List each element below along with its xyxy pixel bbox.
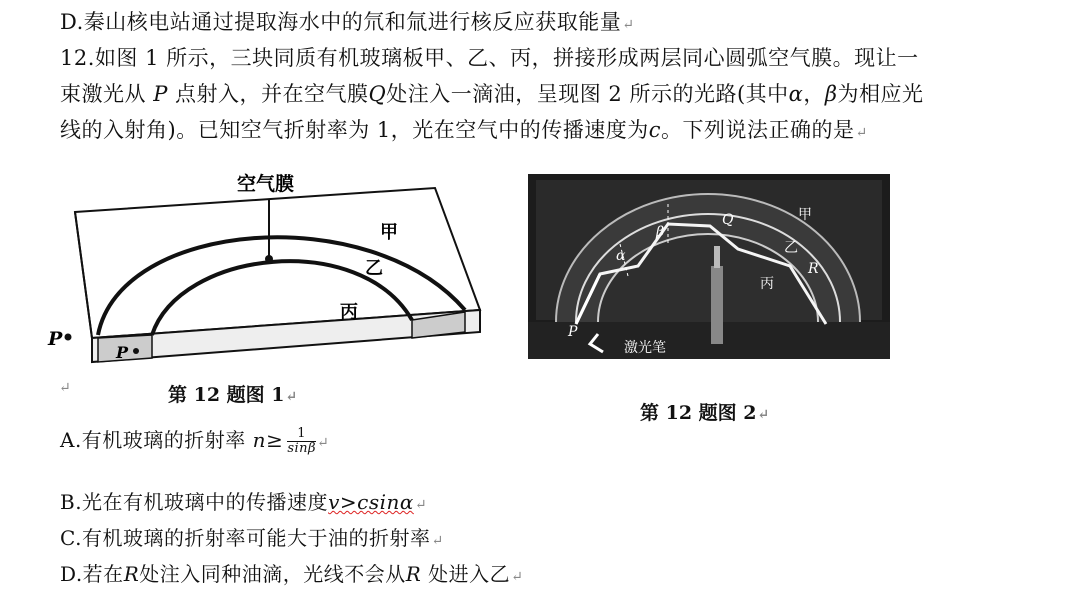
question-12-line-2 [60, 78, 923, 108]
var-n: n [252, 428, 267, 452]
option-c-text: C.有机玻璃的折射率可能大于油的折射率 [60, 526, 431, 550]
var-r: R [123, 562, 140, 586]
return-mark: ↵ [317, 435, 330, 451]
return-mark: ↵ [431, 533, 444, 549]
q12-text-i: 为相应光 [837, 82, 924, 106]
label-yi: 乙 [365, 258, 383, 279]
option-d-text-1: D.若在 [60, 562, 124, 586]
return-mark: ↵ [757, 407, 770, 423]
var-r: R [405, 562, 422, 586]
label-p-inner: P [116, 343, 129, 362]
q12-text-4a: 线的入射角)。已知空气折射率为 1，光在空气中的传播速度为 [60, 118, 649, 142]
fig2-label-p: P [568, 324, 578, 340]
option-b [60, 486, 427, 515]
figure-1-caption [168, 380, 297, 407]
figure-1-caption-text: 第 12 题图 1 [168, 384, 285, 406]
figure-2-photo [528, 174, 890, 359]
label-air-film: 空气膜 [237, 173, 295, 195]
fig2-label-alpha: α [616, 248, 626, 264]
option-d-previous-text: D.秦山核电站通过提取海水中的氘和氚进行核反应获取能量 [60, 10, 622, 34]
var-q: Q [368, 82, 387, 106]
fraction [287, 427, 316, 456]
q12-text-c: 点射入，并在空气膜 [167, 82, 369, 106]
return-mark: ↵ [285, 389, 298, 405]
question-12-text-1: 12.如图 1 所示，三块同质有机玻璃板甲、乙、丙，拼接形成两层同心圆弧空气膜。现让一 [60, 46, 919, 70]
return-mark: ↵ [855, 125, 868, 141]
q12-text-g: ， [803, 82, 825, 106]
fig2-label-laser-pen: 激光笔 [624, 340, 666, 356]
fraction-denominator: sinβ [287, 441, 317, 456]
fig2-label-q: Q [722, 212, 734, 228]
option-a [60, 424, 329, 456]
option-b-text: B.光在有机玻璃中的传播速度 [60, 490, 329, 514]
fig2-label-jia: 甲 [798, 207, 812, 223]
label-p-outer: P [48, 328, 63, 350]
fig2-label-bing: 丙 [760, 276, 774, 292]
var-beta: β [824, 82, 838, 106]
label-bing: 丙 [340, 302, 358, 323]
q12-text-e: 处注入一滴油，呈现图 2 所示的光路(其中 [386, 82, 789, 106]
fig2-label-beta: β [656, 224, 665, 240]
option-c [60, 522, 444, 551]
option-d-text-3: 处进入乙 [421, 562, 511, 586]
option-d-text-2: 处注入同种油滴，光线不会从 [139, 562, 406, 586]
q12-text-4c: 。下列说法正确的是 [661, 118, 855, 142]
figure-2-caption-text: 第 12 题图 2 [640, 402, 757, 424]
question-12-line-1 [60, 42, 919, 72]
return-mark: ↵ [414, 497, 428, 513]
return-mark: ↵ [622, 17, 635, 33]
return-mark: ↵ [511, 569, 524, 585]
label-jia: 甲 [380, 222, 398, 243]
option-a-text: A.有机玻璃的折射率 [60, 428, 253, 452]
fig2-label-r: R [808, 261, 819, 277]
q12-text-a: 束激光从 [60, 82, 154, 106]
option-d-previous [60, 6, 635, 36]
fraction-numerator: 1 [287, 427, 316, 442]
var-alpha: α [788, 82, 804, 106]
question-12-line-3 [60, 114, 868, 144]
var-p: P [153, 82, 168, 106]
option-b-formula: v>csinα [328, 490, 414, 514]
var-c: c [648, 118, 661, 142]
return-mark: ↵ [59, 380, 71, 396]
geq-symbol: ≥ [266, 428, 284, 452]
figure-1-diagram [40, 160, 490, 380]
figure-2-caption [640, 398, 769, 425]
option-d [60, 558, 523, 587]
fig2-label-yi: 乙 [784, 240, 798, 256]
